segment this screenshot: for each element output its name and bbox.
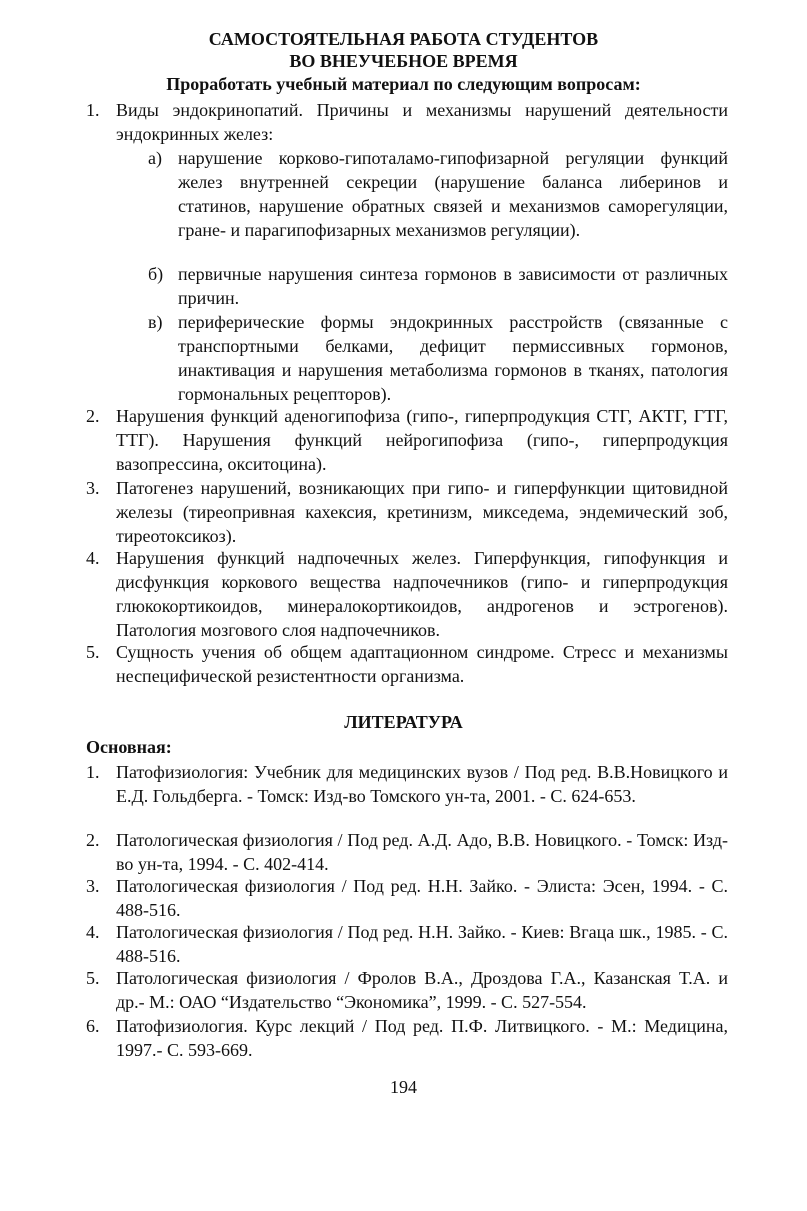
page-title-line-2: ВО ВНЕУЧЕБНОЕ ВРЕМЯ	[289, 51, 518, 71]
subitem-letter: а)	[148, 148, 162, 168]
assignment-subtitle: Проработать учебный материал по следующим вопросам:	[166, 74, 641, 94]
reference-number: 4.	[86, 922, 100, 942]
question-number: 1.	[86, 100, 100, 120]
subitem-letter: в)	[148, 312, 163, 332]
question-text: Патогенез нарушений, возникающих при гипо- и гиперфункции щитовидной железы (тиреопривная кахексия, кретинизм, микседема, эндемический зоб, тиреотоксикоз).	[116, 478, 728, 546]
question-text: Нарушения функций надпочечных желез. Гиперфункция, гипофункция и дисфункция коркового вещества надпочечников (гипо- и гиперпродукция глюкокортикоидов, минералокортикоидов, андрогенов и эстрогенов). Патология мозгового слоя надпочечников.	[116, 548, 728, 640]
reference-text: Патологическая физиология / Под ред. А.Д. Адо, В.В. Новицкого. - Томск: Изд-во ун-та, 1994. - С. 402-414.	[116, 830, 728, 874]
question-number: 3.	[86, 478, 100, 498]
reference-text: Патологическая физиология / Под ред. Н.Н. Зайко. - Киев: Вгаца шк., 1985. - С. 488-516.	[116, 922, 728, 966]
question-number: 4.	[86, 548, 100, 568]
question-number: 5.	[86, 642, 100, 662]
literature-section-label: Основная:	[86, 737, 172, 757]
reference-number: 6.	[86, 1016, 100, 1036]
subitem-text: нарушение корково-гипоталамо-гипофизарной регуляции функций желез внутренней секреции (нарушение баланса либеринов и статинов, нарушение обратных связей и механизмов саморегуляции, гране- и парагипофизарных механизмов регуляции).	[178, 148, 728, 240]
question-text: Сущность учения об общем адаптационном синдроме. Стресс и механизмы неспецифической резистентности организма.	[116, 642, 728, 686]
question-text: Виды эндокринопатий. Причины и механизмы нарушений деятельности эндокринных желез:	[116, 100, 728, 144]
question-number: 2.	[86, 406, 100, 426]
reference-text: Патологическая физиология / Фролов В.А., Дроздова Г.А., Казанская Т.А. и др.- М.: ОАО “Издательство “Экономика”, 1999. - С. 527-554.	[116, 968, 728, 1012]
page-title-line-1: САМОСТОЯТЕЛЬНАЯ РАБОТА СТУДЕНТОВ	[208, 29, 599, 49]
reference-text: Патофизиология. Курс лекций / Под ред. П.Ф. Литвицкого. - М.: Медицина, 1997.- С. 593-669.	[116, 1016, 728, 1060]
subitem-text: первичные нарушения синтеза гормонов в зависимости от различных причин.	[178, 264, 728, 308]
question-text: Нарушения функций аденогипофиза (гипо-, гиперпродукция СТГ, АКТГ, ГТГ, ТТГ). Нарушения функций нейрогипофиза (гипо-, гиперпродукция вазопрессина, окситоцина).	[116, 406, 728, 474]
reference-number: 1.	[86, 762, 100, 782]
subitem-text: периферические формы эндокринных расстройств (связанные с транспортными белками, дефицит пермиссивных гормонов, инактивация и нарушения метаболизма гормонов в тканях, патология гормональных рецепторов).	[178, 312, 728, 404]
literature-heading: ЛИТЕРАТУРА	[344, 712, 463, 732]
reference-number: 5.	[86, 968, 100, 988]
reference-number: 3.	[86, 876, 100, 896]
reference-text: Патофизиология: Учебник для медицинских вузов / Под ред. В.В.Новицкого и Е.Д. Гольдберга. - Томск: Изд-во Томского ун-та, 2001. - С. 624-653.	[116, 762, 728, 806]
reference-number: 2.	[86, 830, 100, 850]
page-number: 194	[390, 1077, 417, 1097]
subitem-letter: б)	[148, 264, 164, 284]
reference-text: Патологическая физиология / Под ред. Н.Н. Зайко. - Элиста: Эсен, 1994. - С. 488-516.	[116, 876, 728, 920]
